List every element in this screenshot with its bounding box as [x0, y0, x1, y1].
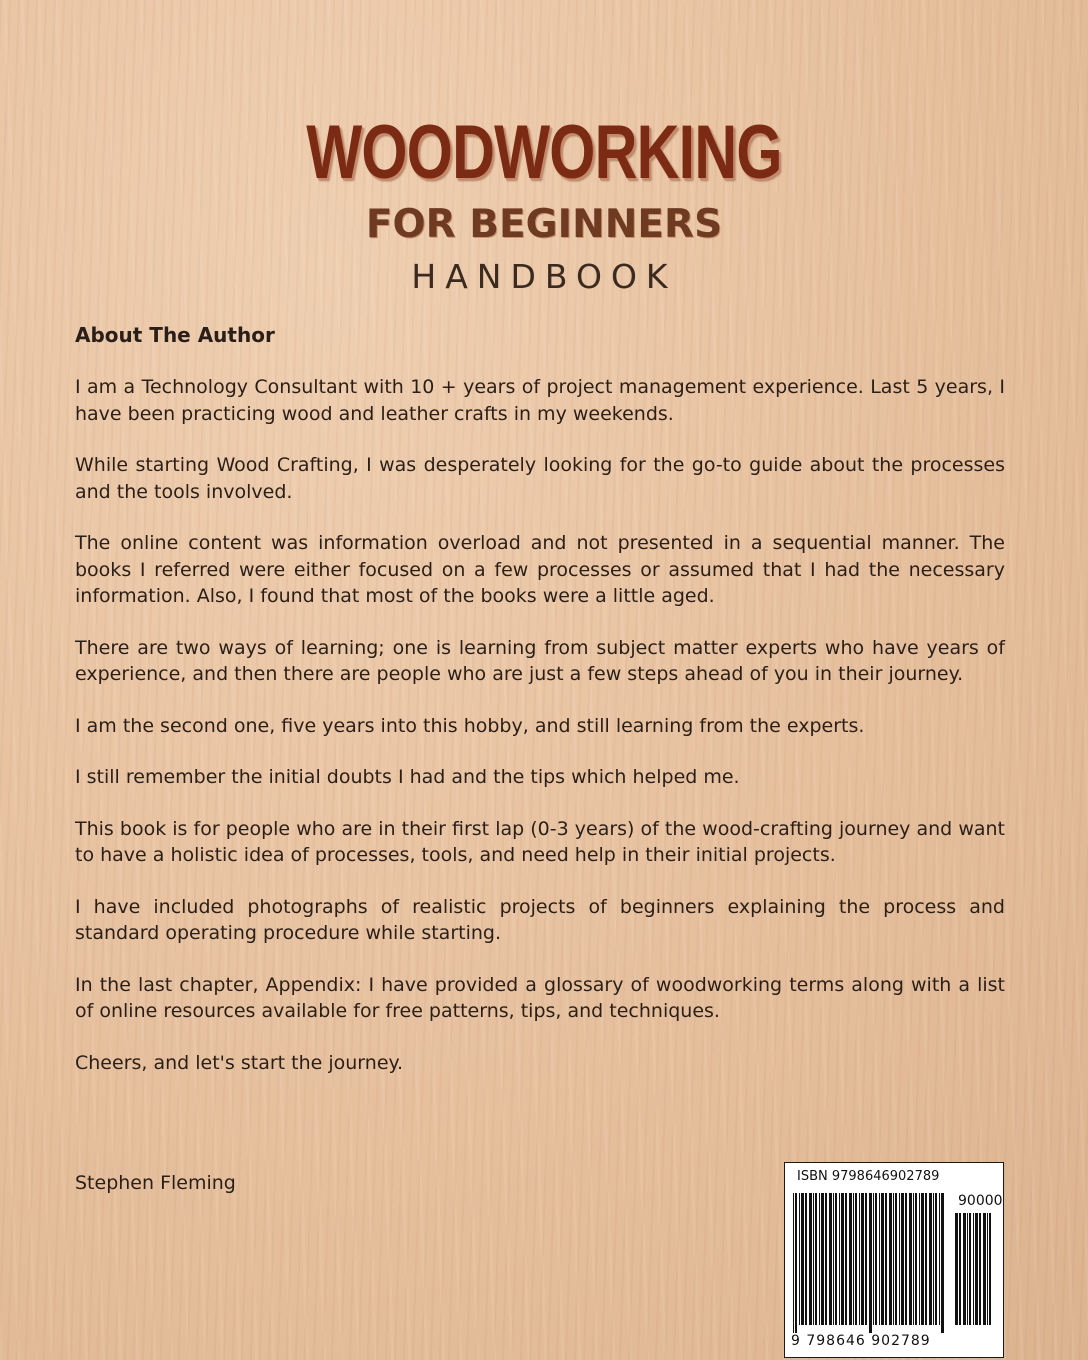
- about-paragraph: While starting Wood Crafting, I was desperately looking for the go-to guide about the processes and the tools involved.: [75, 454, 1005, 503]
- price-code: 90000: [958, 1193, 1003, 1209]
- isbn-digits: 9 798646 902789: [791, 1333, 931, 1349]
- about-paragraph: I am the second one, five years into this hobby, and still learning from the experts.: [75, 714, 865, 737]
- author-name: Stephen Fleming: [75, 1172, 236, 1194]
- title-main: WOODWORKING: [306, 110, 782, 195]
- about-paragraph: In the last chapter, Appendix: I have provided a glossary of woodworking terms along with a list of online resources available for free patterns, tips, and techniques.: [75, 973, 1005, 1022]
- about-heading: About The Author: [75, 323, 275, 347]
- about-section: [75, 320, 1005, 1101]
- barcode-addon-bars-icon: [955, 1213, 995, 1333]
- isbn-barcode: [784, 1162, 1004, 1358]
- about-paragraph: There are two ways of learning; one is learning from subject matter experts who have years of experience, and then there are people who are just a few steps ahead of you in their journey.: [75, 636, 1005, 685]
- about-paragraph: The online content was information overload and not presented in a sequential manner. The books I referred were either focused on a few processes or assumed that I had the necessary information. Also, I found that most of the books were a little aged.: [75, 532, 1005, 607]
- isbn-label: ISBN 9798646902789: [797, 1169, 940, 1184]
- title-sub: FOR BEGINNERS: [365, 202, 723, 247]
- about-paragraph: Cheers, and let's start the journey.: [75, 1051, 404, 1074]
- about-paragraph: I have included photographs of realistic projects of beginners explaining the process and standard operating procedure while starting.: [75, 895, 1005, 944]
- about-paragraph: This book is for people who are in their first lap (0-3 years) of the wood-crafting journey and want to have a holistic idea of processes, tools, and need help in their initial projects.: [75, 817, 1005, 866]
- barcode-bars-icon: [793, 1193, 945, 1333]
- title-tagline: HANDBOOK: [411, 257, 677, 296]
- about-paragraph: I still remember the initial doubts I had and the tips which helped me.: [75, 766, 740, 788]
- cover-title: [0, 110, 1088, 298]
- about-paragraph: I am a Technology Consultant with 10 + years of project management experience. Last 5 years, I have been practicing wood and leather crafts in my weekends.: [75, 376, 1005, 425]
